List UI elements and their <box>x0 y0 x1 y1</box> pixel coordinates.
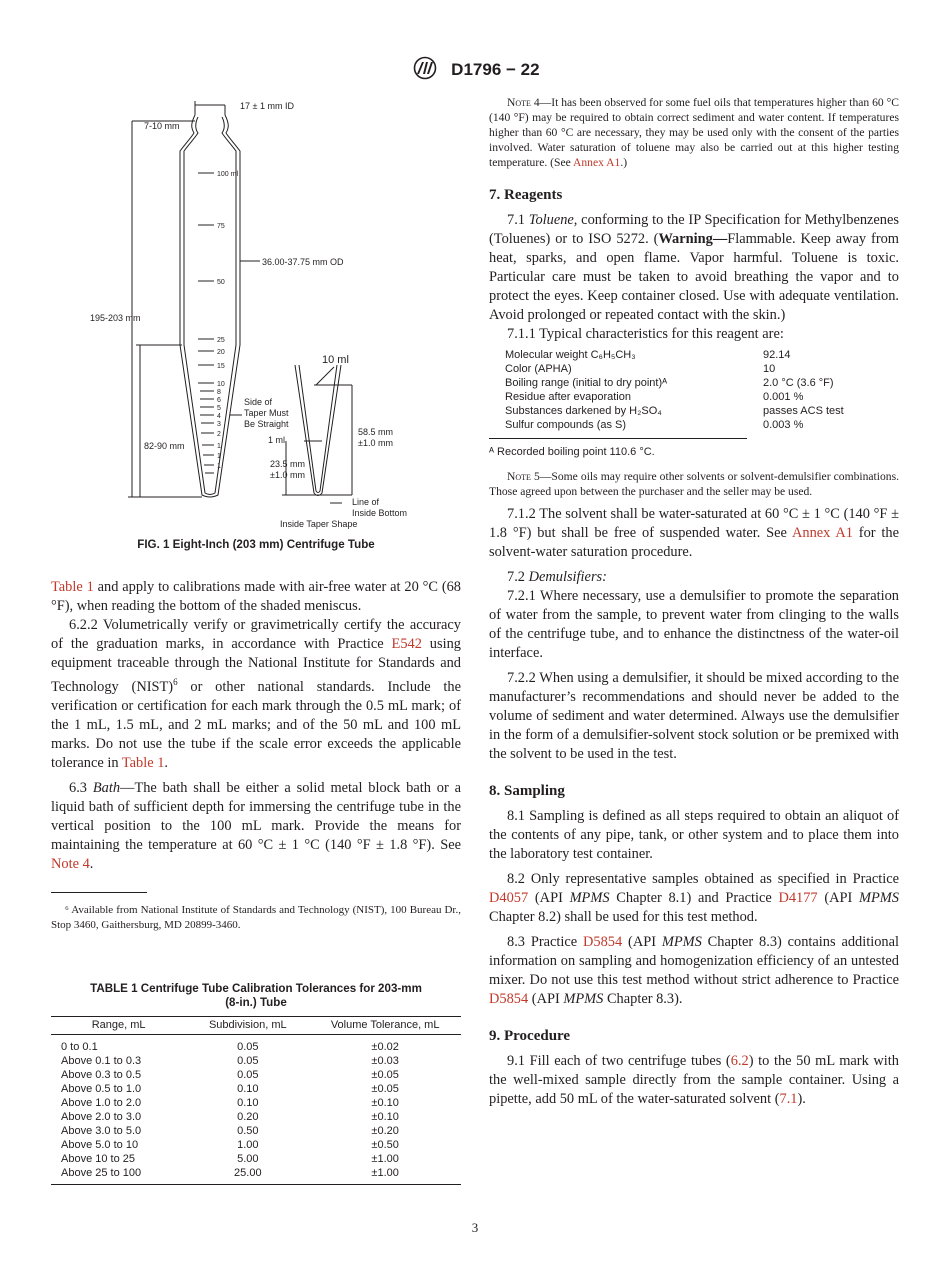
astm-logo-icon <box>410 56 440 85</box>
table-row <box>51 1096 461 1110</box>
section-7-heading: 7. Reagents <box>489 187 563 203</box>
table-cell: Above 2.0 to 3.0 <box>61 1111 142 1123</box>
grad-label: 1 <box>217 443 221 450</box>
char-property: Sulfur compounds (as S) <box>505 419 627 431</box>
table-cell: Above 1.0 to 2.0 <box>61 1097 142 1109</box>
fig-label-10ml: 10 ml <box>322 354 349 366</box>
table-cell: 0.50 <box>237 1125 259 1137</box>
figure-1 <box>90 95 430 535</box>
link-annex-a1b[interactable]: Annex A1 <box>791 525 853 541</box>
table-cell: ±0.50 <box>371 1139 399 1151</box>
table-cell: Above 10 to 25 <box>61 1153 136 1165</box>
grad-label: 2 <box>217 431 221 438</box>
grad-label: 1 <box>217 463 221 470</box>
table-cell: 0 to 0.1 <box>61 1041 98 1053</box>
table-cell: ±1.00 <box>371 1153 399 1165</box>
grad-label: 20 <box>217 349 225 356</box>
table-cell: ±0.03 <box>371 1055 399 1067</box>
fig-label-line-2: Inside Bottom <box>352 508 408 518</box>
table-cell: 0.05 <box>237 1041 259 1053</box>
para-6-3: 6.3 Bath—The bath shall be either a solid metal block bath or a liquid bath of sufficient depth for immersing the centrifuge tube in the vertical position to the 100 mL mark. Provide the means for maintaining the temperature at 60 °C ± 1 °C (140 °F ± 1.8 °F). See Note 4. <box>51 779 461 872</box>
para-6-2-1-cont: Table 1 and apply to calibrations made with air-free water at 20 °C (68 °F), when reading the bottom of the shaded meniscus. <box>51 579 462 614</box>
fig-label-top: 7-10 mm <box>144 121 180 131</box>
grad-label: 50 <box>217 279 225 286</box>
para-7-2-1: 7.2.1 Where necessary, use a demulsifier to promote the separation of water from the sample, to prevent water from clinging to the walls of the centrifuge tube, and to enhance the distinctness of the water-oil interface. <box>489 588 899 661</box>
page-header <box>0 56 950 85</box>
char-value: 10 <box>763 363 776 375</box>
char-value: passes ACS test <box>763 405 844 417</box>
grad-label: 1 <box>217 453 221 460</box>
grad-label: 4 <box>217 413 221 420</box>
link-d5854b[interactable]: D5854 <box>489 991 529 1007</box>
link-table-1[interactable]: Table 1 <box>51 579 94 595</box>
table-cell: 0.05 <box>237 1069 259 1081</box>
para-9-1: 9.1 Fill each of two centrifuge tubes (6.2) to the 50 mL mark with the well-mixed sample directly from the sample container. Using a pipette, add 50 mL of the water-saturated solvent (7.1). <box>489 1053 899 1107</box>
char-value: 0.001 % <box>763 391 804 403</box>
table-cell: ±0.10 <box>371 1111 399 1123</box>
grad-label: 10 <box>217 381 225 388</box>
page-number: 3 <box>471 1220 479 1235</box>
section-8-heading: 8. Sampling <box>489 783 565 799</box>
para-7-1-1: 7.1.1 Typical characteristics for this reagent are: <box>507 326 784 342</box>
char-row <box>505 418 899 432</box>
grad-label: 15 <box>217 363 225 370</box>
grad-label: 5 <box>217 405 221 412</box>
link-7-1[interactable]: 7.1 <box>779 1091 798 1107</box>
grad-label: 6 <box>217 397 221 404</box>
table-row <box>51 1138 461 1152</box>
fig-label-taper-1: Side of <box>244 397 273 407</box>
footnote-6: ⁶ Available from National Institute of Standards and Technology (NIST), 100 Bureau Dr., Stop 3460, Gaithersburg, MD 20899-3460. <box>51 903 461 931</box>
para-7-2: 7.2 Demulsifiers: <box>507 569 607 585</box>
grad-label: 75 <box>217 223 225 230</box>
table-1-block <box>51 982 461 1185</box>
table-row <box>51 1110 461 1124</box>
table-header: Range, mL <box>51 1017 186 1035</box>
char-row <box>505 362 899 376</box>
table-cell: ±0.02 <box>371 1041 399 1053</box>
table-cell: Above 5.0 to 10 <box>61 1139 139 1151</box>
figure-caption: FIG. 1 Eight-Inch (203 mm) Centrifuge Tube <box>137 538 375 551</box>
link-annex-a1[interactable]: Annex A1 <box>573 156 621 169</box>
fig-label-id: 17 ± 1 mm ID <box>240 101 294 111</box>
table-cell: ±0.05 <box>371 1083 399 1095</box>
table-cell: 25.00 <box>186 1166 309 1185</box>
note-5: Note 5—Some oils may require other solvents or solvent-demulsifier combinations. Those agreed upon between the purchaser and the seller may be used. <box>489 470 900 498</box>
char-row <box>505 348 899 362</box>
table-cell: Above 3.0 to 5.0 <box>61 1125 142 1137</box>
section-9-heading: 9. Procedure <box>489 1028 571 1044</box>
fig-label-line-1: Line of <box>352 497 380 507</box>
grad-label: 25 <box>217 337 225 344</box>
char-property: Color (APHA) <box>505 363 572 375</box>
table-row <box>51 1054 461 1068</box>
link-e542[interactable]: E542 <box>391 636 422 652</box>
grad-label: 8 <box>217 389 221 396</box>
note-4: Note 4—It has been observed for some fuel oils that temperatures higher than 60 °C (140 °F) may be required to obtain correct sediment and water content. If temperatures higher than 60 °C are necessary, they may be used only with the consent of the parties involved. Water saturation of toluene may also be carried out at this higher testing temperature. (See Annex A1.) <box>489 96 899 169</box>
table-row <box>51 1082 461 1096</box>
table-cell: ±0.10 <box>371 1097 399 1109</box>
para-6-2-2: 6.2.2 Volumetrically verify or gravimetrically certify the accuracy of the graduation marks, in accordance with Practice E542 using equipment traceable through the National Institute for Standards and Technology (NIST)$^6$ or other national standards. Include the verification or certification for each mark through the 0.5 mL mark; of the 1 mL, 1.5 mL, and 2 mL marks; and of the 50 mL and 100 mL marks. Do not use the tube if the scale error exceeds the applicable tolerance in Table 1. <box>51 617 461 771</box>
fig-label-1ml: 1 ml <box>268 435 286 445</box>
fig-label-235b: ±1.0 mm <box>270 470 305 480</box>
table-cell: 0.20 <box>237 1111 259 1123</box>
characteristics-table <box>505 348 899 432</box>
grad-label: 100 ml <box>217 171 239 178</box>
char-property: Boiling range (initial to dry point)ᴬ <box>505 377 668 389</box>
table-row <box>51 1166 461 1185</box>
table-row <box>51 1035 461 1055</box>
para-8-2: 8.2 Only representative samples obtained as specified in Practice D4057 (API MPMS Chapter 8.1) and Practice D4177 (API MPMS Chapter 8.2) shall be used for this test method. <box>489 871 899 925</box>
table-cell: 5.00 <box>237 1153 259 1165</box>
table-cell: Above 0.1 to 0.3 <box>61 1055 142 1067</box>
char-rule <box>489 438 747 439</box>
table-cell: ±0.05 <box>371 1069 399 1081</box>
char-value: 0.003 % <box>763 419 804 431</box>
link-d4177[interactable]: D4177 <box>778 890 818 906</box>
right-column <box>489 95 899 1109</box>
table-1-title: TABLE 1 Centrifuge Tube Calibration Tolerances for 203-mm (8-in.) Tube <box>90 982 422 1009</box>
left-column <box>51 578 461 933</box>
footnote-rule <box>51 892 147 893</box>
fig-label-shape: Inside Taper Shape <box>280 519 358 529</box>
table-1 <box>51 1016 461 1185</box>
table-row <box>51 1068 461 1082</box>
char-row <box>505 376 899 390</box>
char-property: Substances darkened by H₂SO₄ <box>505 405 662 417</box>
char-footnote: ᴬ Recorded boiling point 110.6 °C. <box>489 446 655 458</box>
table-cell: 0.10 <box>237 1083 259 1095</box>
link-table-1b[interactable]: Table 1 <box>121 754 165 771</box>
char-row <box>505 390 899 404</box>
table-header: Volume Tolerance, mL <box>309 1017 461 1035</box>
link-d5854[interactable]: D5854 <box>583 934 623 950</box>
char-property: Residue after evaporation <box>505 391 631 403</box>
fig-label-585b: ±1.0 mm <box>358 438 393 448</box>
link-6-2[interactable]: 6.2 <box>730 1053 749 1069</box>
char-row <box>505 404 899 418</box>
fig-label-od: 36.00-37.75 mm OD <box>262 257 344 267</box>
fig-label-585a: 58.5 mm <box>358 427 394 437</box>
table-row <box>51 1152 461 1166</box>
document-designation: D1796 − 22 <box>451 59 540 79</box>
table-cell: 0.10 <box>237 1097 259 1109</box>
fig-label-taper-3: Be Straight <box>244 419 289 429</box>
link-d4057[interactable]: D4057 <box>489 890 529 906</box>
para-8-1: 8.1 Sampling is defined as all steps required to obtain an aliquot of the contents of any pipe, tank, or other system and to place them into the laboratory test container. <box>489 808 899 862</box>
table-cell: Above 0.5 to 1.0 <box>61 1083 142 1095</box>
table-cell: Above 0.3 to 0.5 <box>61 1069 142 1081</box>
para-8-3: 8.3 Practice D5854 (API MPMS Chapter 8.3) contains additional information on sampling and homogenization efficiency of an untested mixer. Do not use this test method without strict adherence to Practice D5854 (API MPMS Chapter 8.3). <box>489 934 899 1007</box>
fig-label-taper-2: Taper Must <box>244 408 289 418</box>
fig-label-lower: 82-90 mm <box>144 441 185 451</box>
table-cell: Above 25 to 100 <box>51 1166 186 1185</box>
link-note-4[interactable]: Note 4 <box>51 855 90 872</box>
table-cell: 0.05 <box>237 1055 259 1067</box>
para-7-1: 7.1 Toluene, conforming to the IP Specification for Methylbenzenes (Toluenes) or to ISO 5272. (Warning—Flammable. Keep away from heat, sparks, and open flame. Vapor harmful. Toluene is toxic. Particular care must be taken to avoid breathing the vapor and to protect the eyes. Keep container closed. Use with adequate ventilation. Avoid prolonged or repeated contact with the skin.) <box>489 212 899 323</box>
para-7-1-2: 7.1.2 The solvent shall be water-saturated at 60 °C ± 1 °C (140 °F ± 1.8 °F) but shall be free of suspended water. See Annex A1 for the solvent-water saturation procedure. <box>489 506 899 560</box>
table-row <box>51 1124 461 1138</box>
table-cell: ±0.20 <box>371 1125 399 1137</box>
char-value: 92.14 <box>763 349 791 361</box>
table-cell: ±1.00 <box>309 1166 461 1185</box>
char-property: Molecular weight C₆H₅CH₃ <box>505 349 636 361</box>
fig-label-235a: 23.5 mm <box>270 459 306 469</box>
table-cell: 1.00 <box>237 1139 259 1151</box>
fig-label-length: 195-203 mm <box>90 313 141 323</box>
grad-label: 3 <box>217 421 221 428</box>
table-header: Subdivision, mL <box>186 1017 309 1035</box>
para-7-2-2: 7.2.2 When using a demulsifier, it should be mixed according to the manufacturer’s recommendations and should never be added to the volume of sediment and water determined. Always use the demulsifier in the form of a demulsifier-solvent stock solution or be premixed with the solvent to be used in the test. <box>489 670 899 762</box>
char-value: 2.0 °C (3.6 °F) <box>763 377 834 389</box>
